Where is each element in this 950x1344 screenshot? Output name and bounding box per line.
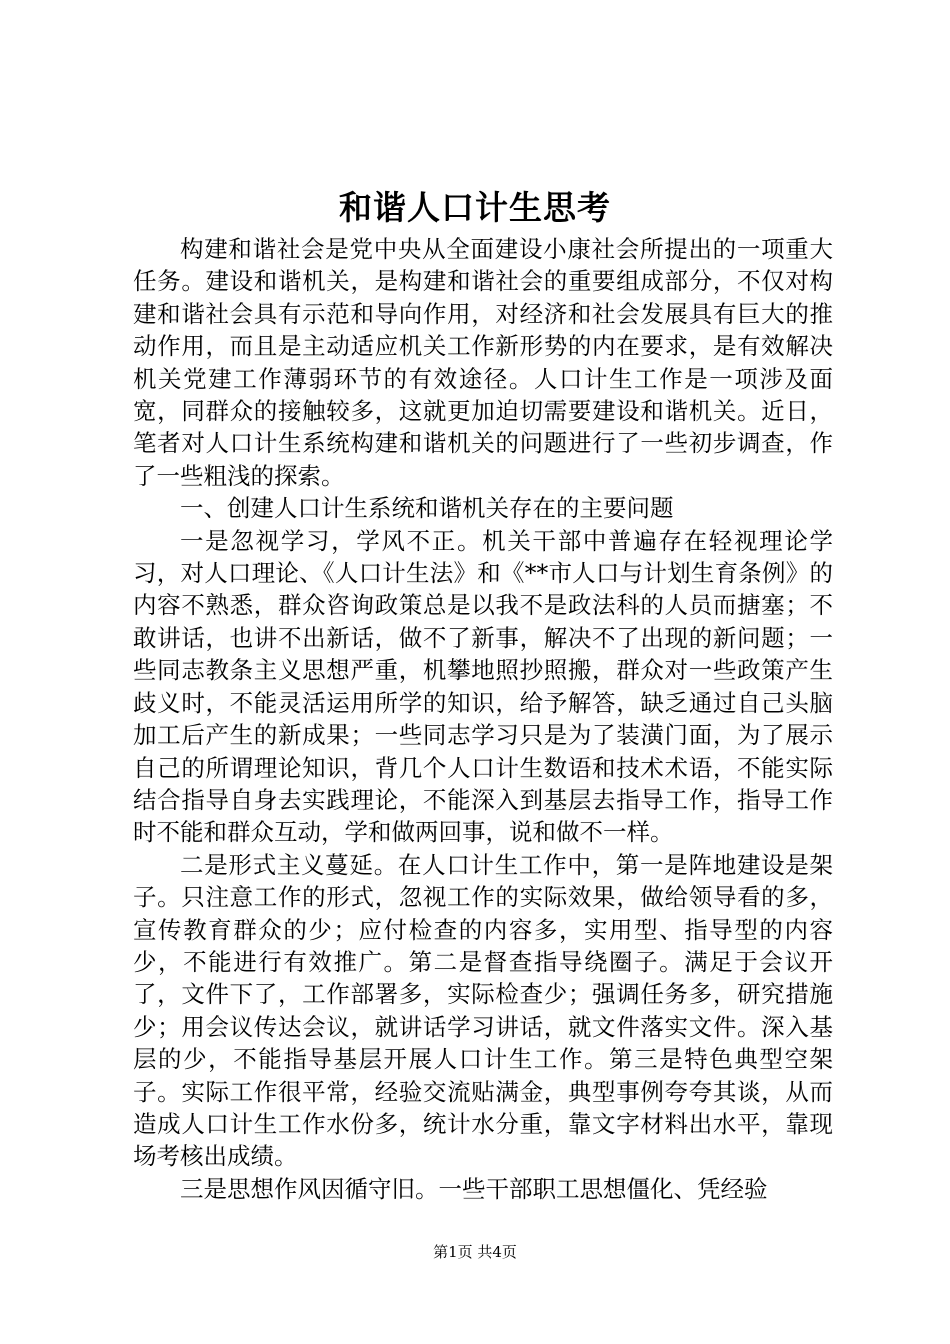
paragraph-intro: 构建和谐社会是党中央从全面建设小康社会所提出的一项重大任务。建设和谐机关，是构建和谐社会的重要组成部分，不仅对构建和谐社会具有示范和导向作用，对经济和社会发展具有巨大的推动作用，而且是主动适应机关工作新形势的内在要求，是有效解决机关党建工作薄弱环节的有效途径。人口计生工作是一项涉及面宽，同群众的接触较多，这就更加迫切需要建设和谐机关。近日，笔者对人口计生系统构建和谐机关的问题进行了一些初步调查，作了一些粗浅的探索。 [133, 235, 833, 490]
paragraph-point-one: 一是忽视学习，学风不正。机关干部中普遍存在轻视理论学习，对人口理论、《人口计生法》和《**市人口与计划生育条例》的内容不熟悉，群众咨询政策总是以我不是政法科的人员而搪塞；不敢讲话，也讲不出新话，做不了新事，解决不了出现的新问题；一些同志教条主义思想严重，机攀地照抄照搬，群众对一些政策产生歧义时，不能灵活运用所学的知识，给予解答，缺乏通过自己头脑加工后产生的新成果；一些同志学习只是为了装潢门面，为了展示自己的所谓理论知识，背几个人口计生数语和技术术语，不能实际结合指导自身去实践理论，不能深入到基层去指导工作，指导工作时不能和群众互动，学和做两回事，说和做不一样。 [133, 526, 833, 847]
document-body [133, 233, 833, 1205]
document-title: 和谐人口计生思考 [339, 188, 611, 227]
paragraph-point-three: 三是思想作风因循守旧。一些干部职工思想僵化、凭经验 [180, 1174, 768, 1203]
page-number-footer: 第1页 共4页 [433, 1243, 517, 1261]
paragraph-point-two: 二是形式主义蔓延。在人口计生工作中，第一是阵地建设是架子。只注意工作的形式，忽视工作的实际效果，做给领导看的多，宣传教育群众的少；应付检查的内容多，实用型、指导型的内容少，不能进行有效推广。第二是督查指导绕圈子。满足于会议开了，文件下了，工作部署多，实际检查少；强调任务多，研究措施少；用会议传达会议，就讲话学习讲话，就文件落实文件。深入基层的少，不能指导基层开展人口计生工作。第三是特色典型空架子。实际工作很平常，经验交流贴满金，典型事例夸夸其谈，从而造成人口计生工作水份多，统计水分重，靠文字材料出水平，靠现场考核出成绩。 [133, 850, 833, 1171]
section-heading: 一、创建人口计生系统和谐机关存在的主要问题 [180, 494, 674, 523]
